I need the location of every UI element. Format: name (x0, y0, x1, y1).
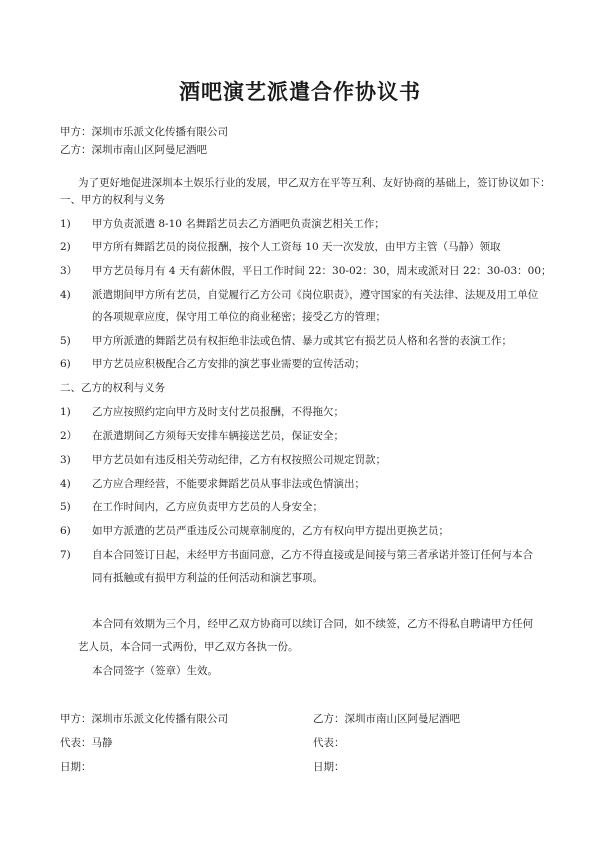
party-a-representative: 代表：马静 (60, 737, 113, 749)
s1-item-4-text-line2: 的各项规章应度，保守用工单位的商业秘密；接受乙方的管理； (92, 311, 386, 323)
party-b-line: 乙方：深圳市南山区阿曼尼酒吧 (60, 144, 207, 156)
s2-item-4-num: 4) (60, 478, 71, 490)
section-1-heading: 一、甲方的权利与义务 (60, 194, 165, 206)
party-a-line: 甲方：深圳市乐派文化传播有限公司 (60, 126, 228, 138)
intro-paragraph: 为了更好地促进深圳本土娱乐行业的发展，甲乙双方在平等互利、友好协商的基础上，签订协议如下： (78, 177, 551, 189)
party-a-signature-company: 甲方：深圳市乐派文化传播有限公司 (60, 713, 228, 725)
party-b-representative: 代表： (313, 737, 345, 749)
s2-item-2-num: 2） (60, 430, 78, 442)
s2-item-1-text: 乙方应按照约定向甲方及时支付艺员报酬，不得拖欠； (92, 406, 344, 418)
s2-item-4-text: 乙方应合理经营，不能要求舞蹈艺员从事非法或色情演出； (92, 478, 365, 490)
s2-item-1-num: 1) (60, 406, 71, 418)
s2-item-6-num: 6) (60, 525, 71, 537)
s1-item-2-text: 甲方所有舞蹈艺员的岗位报酬，按个人工资每 10 天一次发放，由甲方主管（马静）领取 (92, 241, 501, 253)
closing-line-2: 艺人员，本合同一式两份，甲乙双方各执一份。 (78, 641, 299, 653)
section-2-heading: 二、乙方的权利与义务 (60, 382, 165, 394)
s2-item-7-text-line2: 同有抵触或有损甲方利益的任何活动和演艺事项。 (92, 572, 323, 584)
closing-line-3: 本合同签字（签章）生效。 (92, 665, 218, 677)
closing-line-1: 本合同有效期为三个月，经甲乙双方协商可以续订合同，如不续签，乙方不得私自聘请甲方任何 (92, 618, 533, 630)
s1-item-5-text: 甲方所派遣的舞蹈艺员有权拒绝非法或色情、暴力或其它有损艺员人格和名誉的表演工作； (92, 335, 512, 347)
s1-item-4-num: 4) (60, 289, 71, 301)
s2-item-5-text: 在工作时间内，乙方应负责甲方艺员的人身安全； (92, 501, 323, 513)
s2-item-7-text-line1: 自本合同签订日起，未经甲方书面同意，乙方不得直接或是间接与第三者承诺并签订任何与本合 (92, 549, 533, 561)
party-b-date: 日期： (313, 761, 345, 773)
s2-item-2-text: 在派遣期间乙方须每天安排车辆接送艺员，保证安全； (92, 430, 344, 442)
s2-item-3-text: 甲方艺员如有违反相关劳动纪律，乙方有权按照公司规定罚款； (92, 454, 386, 466)
party-b-signature-company: 乙方：深圳市南山区阿曼尼酒吧 (313, 713, 460, 725)
s1-item-6-num: 6) (60, 358, 71, 370)
s2-item-6-text: 如甲方派遣的艺员严重违反公司规章制度的，乙方有权向甲方提出更换艺员； (92, 525, 449, 537)
s1-item-2-num: 2) (60, 241, 71, 253)
s1-item-5-num: 5) (60, 335, 71, 347)
s2-item-7-num: 7) (60, 549, 71, 561)
s2-item-3-num: 3) (60, 454, 71, 466)
document-title: 酒吧演艺派遣合作协议书 (179, 79, 421, 104)
s1-item-6-text: 甲方艺员应积极配合乙方安排的演艺事业需要的宣传活动； (92, 358, 365, 370)
party-a-date: 日期： (60, 761, 92, 773)
s2-item-5-num: 5) (60, 501, 71, 513)
s1-item-1-num: 1) (60, 218, 71, 230)
s1-item-1-text: 甲方负责派遣 8-10 名舞蹈艺员去乙方酒吧负责演艺相关工作； (92, 218, 385, 230)
s1-item-3-text: 甲方艺员每月有 4 天有薪休假，平日工作时间 22：30-02：30，周末或派对日 22：30-03：00； (92, 265, 552, 277)
s1-item-3-num: 3） (60, 265, 78, 277)
s1-item-4-text-line1: 派遣期间甲方所有艺员，自觉履行乙方公司《岗位职责》，遵守国家的有关法律、法规及用工单位 (92, 289, 539, 301)
